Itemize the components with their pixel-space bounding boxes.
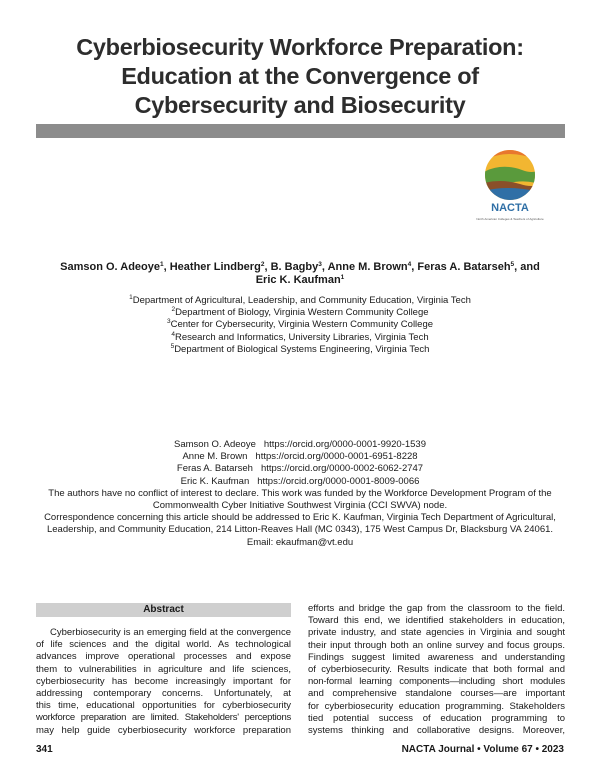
abstract-line: their input through both an online survey and focus groups. [308,639,565,651]
author-line-2 [40,274,560,287]
abstract-line: cyberbiosecurity has become increasingly important for [36,675,291,687]
correspondence-note: Correspondence concerning this article should be addressed to Eric K. Kaufman, Virginia Tech Department of Agricultural, [44,512,556,524]
author-name: Heather Lindberg [169,261,261,273]
journal-footer: NACTA Journal • Volume 67 • 2023 [401,744,564,755]
author-name: B. Bagby [270,261,319,273]
correspondence-note: Leadership, and Community Education, 214 Litton-Reaves Hall (MC 0343), 175 West Campus Dr, Blacksburg VA 24061. [46,524,554,536]
abstract-line: workforce preparation are limited. Stakeholders' perceptions [36,712,291,724]
abstract-left-column [36,627,291,737]
abstract-line: them to vulnerabilities in agriculture and life sciences, [36,663,291,675]
abstract-line: for cyberbiosecurity education programming. Stakeholders [308,700,565,712]
abstract-right-column [308,603,565,737]
orcid-author: Anne M. Brown [182,451,248,463]
affiliation [40,344,560,356]
nacta-logo [470,148,550,226]
logo-name: NACTA [491,202,529,214]
author-name: Feras A. Batarseh [417,261,511,273]
author-name: Eric K. Kaufman [255,274,341,286]
orcid-line [30,463,570,475]
affiliation [40,332,560,344]
affiliation-sup: 5 [170,342,175,350]
author-name: Samson O. Adeoye [60,261,160,273]
author-list [40,261,560,287]
author-note [30,439,570,549]
sep: , [264,261,271,273]
abstract-line: addressing contemporary concerns. Unfortunately, at [36,688,291,700]
conflict-note: Commonwealth Cyber Initiative Southwest Virginia (CCI SWVA) node. [152,500,448,512]
abstract-line: Findings suggest limited awareness and understanding [308,651,565,663]
abstract-line: systems thinking and collaborative designs. Moreover, [308,725,565,737]
orcid-link[interactable]: https://orcid.org/0000-0001-9920-1539 [263,439,426,450]
abstract-line: advances improve operational processes and expose [36,651,291,663]
sep: , [411,261,418,273]
abstract-line: Toward this end, we identified stakeholders in education, [308,615,565,627]
orcid-author: Samson O. Adeoye [174,439,256,450]
sep: , [163,261,170,273]
author-sup: 1 [340,274,345,281]
abstract-line: this time, educational opportunities for cyberbiosecurity [36,700,291,712]
affiliation-sup: 4 [171,330,175,338]
author-sup: 5 [510,261,515,268]
abstract-line: private industry, and state agencies in Virginia and sought [308,627,565,639]
affiliation-text: Research and Informatics, University Libraries, Virginia Tech [175,331,429,343]
abstract-line: of life sciences and the digital world. As technological [36,639,291,651]
orcid-link[interactable]: https://orcid.org/0000-0002-6062-2747 [260,463,424,475]
title-line: Cybersecurity and Biosecurity [134,92,466,118]
logo-tagline: North American Colleges & Teachers of Agriculture [476,217,544,221]
conflict-note: The authors have no conflict of interest to declare. This work was funded by the Workforce Development Program of the [48,487,552,499]
abstract-line: and comprehensive standalone courses—are important [308,688,565,700]
abstract-line: may help guide cyberbiosecurity workforce preparation [36,724,291,736]
paper-title [40,33,560,120]
author-line-1 [40,261,560,274]
title-divider-bar [36,124,565,138]
orcid-line [30,476,570,488]
affiliation-text: Department of Biology, Virginia Western Community College [175,307,429,319]
abstract-line: non-formal learning components—including short modules [308,676,565,688]
orcid-line [30,439,570,451]
affiliation-sup: 3 [166,318,171,326]
author-sup: 2 [260,261,265,268]
affiliation [40,319,560,331]
abstract-line: Cyberbiosecurity is an emerging field at the convergence [50,627,291,638]
title-line: Education at the Convergence of [121,63,479,89]
orcid-link[interactable]: https://orcid.org/0000-0001-6951-8228 [255,451,418,463]
abstract-heading: Abstract [36,603,291,617]
affiliation [40,295,560,307]
author-sup: 3 [318,261,322,268]
orcid-link[interactable]: https://orcid.org/0000-0001-8009-0066 [257,475,420,487]
sep: , and [514,261,540,273]
correspondence-email[interactable]: Email: ekaufman@vt.edu [246,536,354,548]
affiliation-list [40,295,560,356]
affiliation-text: Department of Biological Systems Engineering, Virginia Tech [174,343,430,355]
orcid-author: Eric K. Kaufman [180,475,250,487]
abstract-line: of cyberbiosecurity. Results indicate that both formal and [308,664,565,676]
orcid-line [30,451,570,463]
title-line: Cyberbiosecurity Workforce Preparation: [76,34,524,60]
page-number: 341 [36,744,53,755]
orcid-author: Feras A. Batarseh [176,463,253,475]
affiliation-sup: 2 [171,306,176,314]
abstract-line: efforts and bridge the gap from the classroom to the field. [308,603,565,614]
author-sup: 4 [407,261,412,268]
author-sup: 1 [159,261,164,268]
affiliation [40,307,560,319]
affiliation-text: Department of Agricultural, Leadership, and Community Education, Virginia Tech [132,295,471,306]
sep: , [321,261,328,273]
abstract-line: tied potential success of education programming to [308,712,565,724]
author-name: Anne M. Brown [327,261,408,273]
affiliation-sup: 1 [129,294,133,301]
affiliation-text: Center for Cybersecurity, Virginia Western Community College [170,319,434,331]
